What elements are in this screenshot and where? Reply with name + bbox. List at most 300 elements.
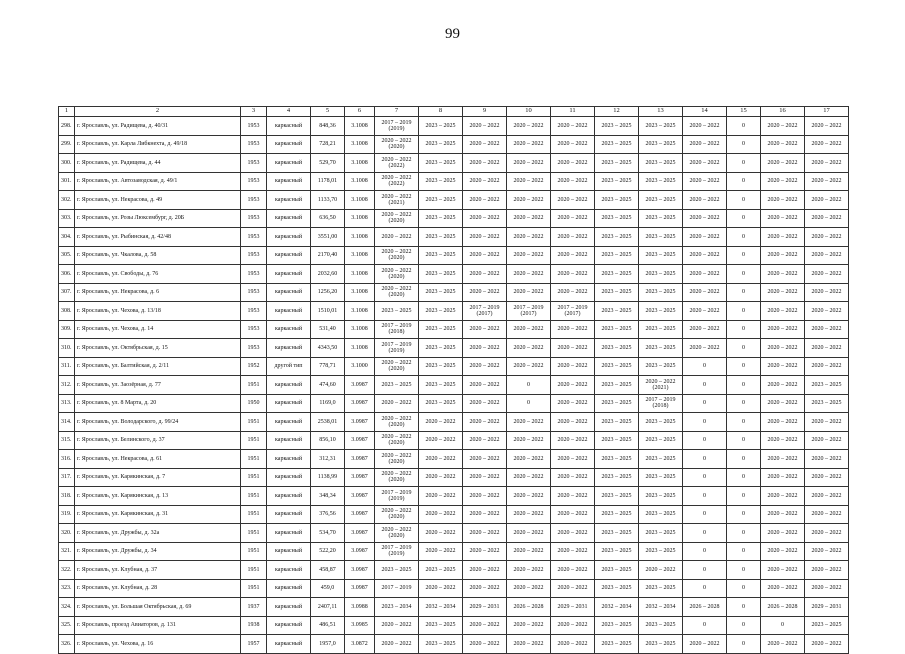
table-cell: 2020 – 2022 (2020) (375, 431, 419, 450)
row-number-cell: 324. (59, 598, 75, 617)
address-cell: г. Ярославль, ул. Радищева, д. 40/31 (75, 117, 241, 136)
header-cell: 1 (59, 107, 75, 117)
row-number-cell: 316. (59, 450, 75, 469)
table-cell: каркасный (267, 117, 311, 136)
table-row (59, 635, 849, 654)
table-cell: 2023 – 2025 (639, 191, 683, 210)
address-cell: г. Ярославль, ул. Клубная, д. 28 (75, 579, 241, 598)
table-cell: 2020 – 2022 (507, 283, 551, 302)
table-cell: 2020 – 2022 (551, 616, 595, 635)
table-cell: 2023 – 2025 (595, 450, 639, 469)
row-number-cell: 301. (59, 172, 75, 191)
table-cell: 2020 – 2022 (463, 135, 507, 154)
table-cell: 2020 – 2022 (2020) (375, 468, 419, 487)
table-cell: 2020 – 2022 (507, 246, 551, 265)
table-cell: 1951 (241, 431, 267, 450)
address-cell: г. Ярославль, ул. Балтийская, д. 2/11 (75, 357, 241, 376)
table-cell: 2023 – 2025 (639, 302, 683, 321)
table-cell: 2032 – 2034 (419, 598, 463, 617)
table-cell: 2017 – 2019 (2017) (463, 302, 507, 321)
table-cell: 2020 – 2022 (419, 468, 463, 487)
table-cell: 2020 – 2022 (463, 431, 507, 450)
table-cell: 1938 (241, 616, 267, 635)
table-cell: 2020 – 2022 (463, 376, 507, 395)
table-cell: 0 (507, 394, 551, 413)
table-cell: 3.1008 (345, 191, 375, 210)
table-cell: каркасный (267, 431, 311, 450)
row-number-cell: 323. (59, 579, 75, 598)
table-row (59, 376, 849, 395)
table-cell: 2020 – 2022 (761, 283, 805, 302)
table-cell: 1178,01 (311, 172, 345, 191)
table-row (59, 135, 849, 154)
table-cell: 3.0987 (345, 394, 375, 413)
table-cell: 2538,01 (311, 413, 345, 432)
table-cell: 2020 – 2022 (463, 283, 507, 302)
table-cell: 2020 – 2022 (463, 450, 507, 469)
table-cell: 1256,20 (311, 283, 345, 302)
table-cell: 2023 – 2025 (595, 561, 639, 580)
table-cell: 0 (683, 431, 727, 450)
table-cell: 2020 – 2022 (2020) (375, 265, 419, 284)
table-cell: каркасный (267, 468, 311, 487)
table-cell: 2020 – 2022 (463, 265, 507, 284)
table-cell: 2020 – 2022 (463, 505, 507, 524)
table-cell: 2023 – 2025 (419, 561, 463, 580)
table-cell: 2017 – 2019 (375, 579, 419, 598)
table-cell: 0 (727, 246, 761, 265)
table-cell: 1951 (241, 413, 267, 432)
table-cell: 1937 (241, 598, 267, 617)
table-cell: 3.0987 (345, 561, 375, 580)
table-cell: каркасный (267, 635, 311, 654)
table-cell: 2020 – 2022 (805, 561, 849, 580)
table-cell: 1953 (241, 135, 267, 154)
table-cell: 1169,0 (311, 394, 345, 413)
header-cell: 17 (805, 107, 849, 117)
table-cell: 2023 – 2025 (639, 413, 683, 432)
address-cell: г. Ярославль, ул. Карякинская, д. 7 (75, 468, 241, 487)
address-cell: г. Ярославль, ул. Радищева, д. 44 (75, 154, 241, 173)
table-cell: 636,50 (311, 209, 345, 228)
table-cell: 2020 – 2022 (683, 154, 727, 173)
table-row (59, 320, 849, 339)
table-cell: 2020 – 2022 (463, 524, 507, 543)
table-cell: 2017 – 2019 (2019) (375, 339, 419, 358)
table-cell: 2407,11 (311, 598, 345, 617)
table-cell: 2020 – 2022 (805, 191, 849, 210)
address-cell: г. Ярославль, ул. Чехова, д. 16 (75, 635, 241, 654)
table-cell: 0 (683, 450, 727, 469)
row-number-cell: 308. (59, 302, 75, 321)
table-cell: 1957 (241, 635, 267, 654)
row-number-cell: 317. (59, 468, 75, 487)
table-cell: 0 (727, 228, 761, 247)
table-cell: 2020 – 2022 (419, 542, 463, 561)
header-cell: 10 (507, 107, 551, 117)
table-cell: 2023 – 2025 (805, 376, 849, 395)
table-cell: 2023 – 2025 (639, 524, 683, 543)
table-cell: 2020 – 2022 (507, 191, 551, 210)
table-cell: 2020 – 2022 (507, 135, 551, 154)
table-cell: 2020 – 2022 (507, 635, 551, 654)
table-cell: 2023 – 2025 (419, 283, 463, 302)
table-cell: 0 (727, 635, 761, 654)
table-cell: 2170,40 (311, 246, 345, 265)
table-cell: 2020 – 2022 (805, 357, 849, 376)
table-cell: 2020 – 2022 (463, 542, 507, 561)
table-cell: 2023 – 2025 (595, 505, 639, 524)
table-cell: 2020 – 2022 (463, 616, 507, 635)
table-cell: 0 (727, 487, 761, 506)
table-cell: 2020 – 2022 (761, 524, 805, 543)
table-cell: 2023 – 2025 (595, 154, 639, 173)
table-cell: 2023 – 2025 (595, 320, 639, 339)
table-cell: 0 (727, 542, 761, 561)
table-cell: 2023 – 2025 (595, 191, 639, 210)
table-cell: 2020 – 2022 (805, 265, 849, 284)
table-cell: 2020 – 2022 (2020) (375, 246, 419, 265)
row-number-cell: 318. (59, 487, 75, 506)
table-cell: 2020 – 2022 (761, 505, 805, 524)
table-cell: 2020 – 2022 (2022) (375, 172, 419, 191)
table-cell: 2020 – 2022 (551, 394, 595, 413)
table-cell: 0 (683, 394, 727, 413)
table-cell: 2020 – 2022 (683, 320, 727, 339)
table-cell: 1952 (241, 357, 267, 376)
table-cell: 3.1008 (345, 135, 375, 154)
table-cell: 2023 – 2025 (419, 265, 463, 284)
table-cell: 2023 – 2025 (595, 135, 639, 154)
table-cell: 2023 – 2025 (419, 357, 463, 376)
table-cell: 3.0987 (345, 524, 375, 543)
table-cell: 2023 – 2025 (595, 616, 639, 635)
table-row (59, 468, 849, 487)
table-cell: 2020 – 2022 (683, 209, 727, 228)
table-cell: 0 (727, 302, 761, 321)
table-cell: 2020 – 2022 (805, 172, 849, 191)
table-cell: 0 (727, 413, 761, 432)
table-cell: каркасный (267, 320, 311, 339)
table-cell: 1953 (241, 339, 267, 358)
table-cell: 2023 – 2025 (639, 135, 683, 154)
table-cell: 2020 – 2022 (507, 505, 551, 524)
table-cell: 2020 – 2022 (507, 265, 551, 284)
table-cell: каркасный (267, 542, 311, 561)
table-cell: 848,36 (311, 117, 345, 136)
table-cell: 2020 – 2022 (805, 154, 849, 173)
table-cell: 2020 – 2022 (2021) (375, 191, 419, 210)
table-cell: 0 (727, 320, 761, 339)
table-cell: 2020 – 2022 (805, 487, 849, 506)
table-cell: 2020 – 2022 (2020) (375, 524, 419, 543)
table-cell: каркасный (267, 339, 311, 358)
table-cell: 2020 – 2022 (683, 339, 727, 358)
table-cell: 0 (507, 376, 551, 395)
table-cell: 2020 – 2022 (805, 320, 849, 339)
table-row (59, 524, 849, 543)
table-cell: 0 (727, 468, 761, 487)
table-cell: 2023 – 2025 (805, 616, 849, 635)
table-cell: 2020 – 2022 (463, 246, 507, 265)
table-row (59, 283, 849, 302)
table-cell: 2020 – 2022 (507, 487, 551, 506)
table-cell: 2023 – 2025 (639, 265, 683, 284)
table-cell: 2020 – 2022 (551, 339, 595, 358)
table-cell: 0 (683, 561, 727, 580)
table-cell: 2020 – 2022 (463, 117, 507, 136)
table-cell: 2020 – 2022 (551, 246, 595, 265)
table-cell: 2020 – 2022 (419, 413, 463, 432)
header-cell: 6 (345, 107, 375, 117)
table-cell: 2020 – 2022 (761, 154, 805, 173)
table-row (59, 431, 849, 450)
table-cell: 0 (727, 376, 761, 395)
table-cell: каркасный (267, 487, 311, 506)
table-cell: 1953 (241, 172, 267, 191)
table-cell: 2023 – 2025 (595, 394, 639, 413)
table-cell: 2029 – 2031 (463, 598, 507, 617)
table-cell: 2020 – 2022 (805, 228, 849, 247)
table-cell: 0 (727, 598, 761, 617)
table-cell: 2020 – 2022 (639, 561, 683, 580)
table-cell: 2020 – 2022 (683, 228, 727, 247)
table-cell: 2020 – 2022 (463, 561, 507, 580)
table-cell: 0 (727, 283, 761, 302)
table-cell: 3.1008 (345, 172, 375, 191)
table-cell: 2020 – 2022 (551, 468, 595, 487)
table-cell: 2023 – 2025 (419, 376, 463, 395)
table-cell: 2020 – 2022 (761, 117, 805, 136)
table-cell: 2023 – 2025 (419, 228, 463, 247)
table-cell: 2020 – 2022 (463, 209, 507, 228)
address-cell: г. Ярославль, ул. Володарского, д. 99/24 (75, 413, 241, 432)
address-cell: г. Ярославль, ул. Карла Либкнехта, д. 49/18 (75, 135, 241, 154)
table-cell: 1953 (241, 265, 267, 284)
table-cell: 2020 – 2022 (551, 561, 595, 580)
table-cell: 2023 – 2025 (595, 376, 639, 395)
table-cell: каркасный (267, 283, 311, 302)
table-cell: 2023 – 2025 (595, 209, 639, 228)
table-cell: каркасный (267, 135, 311, 154)
table-cell: каркасный (267, 598, 311, 617)
table-cell: 1957,0 (311, 635, 345, 654)
table-cell: 2020 – 2022 (507, 431, 551, 450)
table-cell: 1953 (241, 154, 267, 173)
table-cell: 2020 – 2022 (683, 635, 727, 654)
table-cell: 2020 – 2022 (463, 487, 507, 506)
table-cell: 2020 – 2022 (507, 561, 551, 580)
table-cell: 3.1008 (345, 320, 375, 339)
table-cell: 2020 – 2022 (805, 135, 849, 154)
table-cell: 2017 – 2019 (2018) (375, 320, 419, 339)
table-cell: 0 (683, 487, 727, 506)
table-cell: 2023 – 2025 (419, 635, 463, 654)
table-cell: 2023 – 2025 (419, 209, 463, 228)
table-cell: 0 (727, 431, 761, 450)
table-cell: 3.0987 (345, 487, 375, 506)
table-cell: 2023 – 2025 (419, 172, 463, 191)
table-cell: 1951 (241, 561, 267, 580)
table-cell: 2020 – 2022 (551, 487, 595, 506)
table-cell: 2020 – 2022 (683, 172, 727, 191)
address-cell: г. Ярославль, ул. Некрасова, д. 49 (75, 191, 241, 210)
table-cell: каркасный (267, 191, 311, 210)
row-number-cell: 315. (59, 431, 75, 450)
table-cell: 2032,60 (311, 265, 345, 284)
header-cell: 11 (551, 107, 595, 117)
row-number-cell: 319. (59, 505, 75, 524)
table-cell: 2020 – 2022 (761, 394, 805, 413)
table-cell: 2020 – 2022 (463, 172, 507, 191)
table-cell: 2023 – 2025 (639, 542, 683, 561)
table-cell: 2020 – 2022 (805, 450, 849, 469)
table-cell: 2017 – 2019 (2019) (375, 542, 419, 561)
table-cell: 2023 – 2025 (375, 561, 419, 580)
table-cell: 3.0987 (345, 579, 375, 598)
table-cell: 486,51 (311, 616, 345, 635)
table-cell: каркасный (267, 579, 311, 598)
table-cell: 2020 – 2022 (2021) (639, 376, 683, 395)
table-cell: 3.1008 (345, 117, 375, 136)
table-row (59, 616, 849, 635)
table-cell: 3.1008 (345, 154, 375, 173)
table-cell: 2023 – 2025 (639, 228, 683, 247)
table-row (59, 228, 849, 247)
table-cell: 3.1000 (345, 357, 375, 376)
table-cell: 2026 – 2028 (507, 598, 551, 617)
table-cell: 0 (683, 579, 727, 598)
row-number-cell: 306. (59, 265, 75, 284)
table-cell: 0 (727, 505, 761, 524)
table-cell: 1951 (241, 376, 267, 395)
address-cell: г. Ярославль, ул. Розы Люксембург, д. 20Б (75, 209, 241, 228)
table-cell: каркасный (267, 154, 311, 173)
table-cell: каркасный (267, 376, 311, 395)
table-cell: каркасный (267, 246, 311, 265)
table-cell: 2020 – 2022 (805, 209, 849, 228)
table-cell: 778,71 (311, 357, 345, 376)
page-number: 99 (445, 26, 460, 42)
table-cell: 0 (727, 579, 761, 598)
table-cell: каркасный (267, 450, 311, 469)
table-cell: 2020 – 2022 (761, 228, 805, 247)
table-cell: 2020 – 2022 (805, 524, 849, 543)
table-cell: 2023 – 2025 (595, 357, 639, 376)
table-cell: 2023 – 2025 (805, 394, 849, 413)
table-cell: 2023 – 2025 (639, 209, 683, 228)
table-cell: 2023 – 2025 (595, 431, 639, 450)
table-cell: 2023 – 2025 (595, 228, 639, 247)
table-row (59, 209, 849, 228)
table-cell: 1951 (241, 524, 267, 543)
table-cell: 2020 – 2022 (761, 265, 805, 284)
header-cell: 12 (595, 107, 639, 117)
header-row (59, 107, 849, 117)
row-number-cell: 313. (59, 394, 75, 413)
table-cell: 0 (761, 616, 805, 635)
table-cell: 1953 (241, 302, 267, 321)
address-cell: г. Ярославль, ул. Чехова, д. 13/18 (75, 302, 241, 321)
table-cell: 2032 – 2034 (595, 598, 639, 617)
table-cell: 2026 – 2028 (761, 598, 805, 617)
table-cell: 0 (727, 339, 761, 358)
table-cell: 2020 – 2022 (463, 635, 507, 654)
table-cell: 2023 – 2025 (595, 172, 639, 191)
address-cell: г. Ярославль, ул. Чехова, д. 14 (75, 320, 241, 339)
table-cell: 2020 – 2022 (551, 283, 595, 302)
table-cell: каркасный (267, 228, 311, 247)
table-cell: 2020 – 2022 (2020) (375, 283, 419, 302)
table-cell: 2020 – 2022 (805, 117, 849, 136)
row-number-cell: 303. (59, 209, 75, 228)
table-cell: 2020 – 2022 (419, 450, 463, 469)
row-number-cell: 309. (59, 320, 75, 339)
table-cell: каркасный (267, 505, 311, 524)
table-cell: 2020 – 2022 (507, 357, 551, 376)
table-row (59, 394, 849, 413)
table-cell: 2023 – 2025 (595, 487, 639, 506)
table-cell: 2023 – 2025 (595, 339, 639, 358)
table-cell: 3.0987 (345, 468, 375, 487)
table-cell: 2023 – 2025 (419, 394, 463, 413)
table-cell: 2020 – 2022 (463, 468, 507, 487)
table-cell: 2023 – 2025 (639, 579, 683, 598)
table-cell: 2020 – 2022 (375, 228, 419, 247)
table-cell: 531,40 (311, 320, 345, 339)
table-cell: 4343,50 (311, 339, 345, 358)
table-cell: 1133,70 (311, 191, 345, 210)
table-row (59, 154, 849, 173)
table-cell: 376,56 (311, 505, 345, 524)
table-cell: 2020 – 2022 (507, 172, 551, 191)
table-cell: 2020 – 2022 (375, 616, 419, 635)
table-cell: 1953 (241, 117, 267, 136)
table-cell: 2023 – 2025 (595, 302, 639, 321)
row-number-cell: 314. (59, 413, 75, 432)
table-cell: 3.1008 (345, 302, 375, 321)
row-number-cell: 321. (59, 542, 75, 561)
table-cell: 2017 – 2019 (2019) (375, 487, 419, 506)
table-cell: 0 (727, 394, 761, 413)
table-cell: 2020 – 2022 (463, 339, 507, 358)
table-cell: 0 (683, 505, 727, 524)
header-cell: 15 (727, 107, 761, 117)
table-cell: 2020 – 2022 (507, 468, 551, 487)
table-cell: 2020 – 2022 (805, 283, 849, 302)
address-cell: г. Ярославль, ул. Некрасова, д. 6 (75, 283, 241, 302)
table-cell: 0 (683, 413, 727, 432)
header-cell: 8 (419, 107, 463, 117)
table-cell: 1953 (241, 320, 267, 339)
table-cell: 2020 – 2022 (551, 135, 595, 154)
table-cell: 1951 (241, 468, 267, 487)
table-cell: 2020 – 2022 (463, 579, 507, 598)
table-cell: 2020 – 2022 (463, 228, 507, 247)
table-cell: 2023 – 2025 (595, 265, 639, 284)
table-cell: 2020 – 2022 (551, 117, 595, 136)
row-number-cell: 320. (59, 524, 75, 543)
table-cell: 3.1008 (345, 228, 375, 247)
table-row (59, 598, 849, 617)
table-cell: 3551,00 (311, 228, 345, 247)
table-cell: 2020 – 2022 (419, 487, 463, 506)
table-cell: 0 (727, 450, 761, 469)
table-cell: 2020 – 2022 (375, 635, 419, 654)
table-cell: 3.0987 (345, 505, 375, 524)
table-cell: 534,70 (311, 524, 345, 543)
row-number-cell: 312. (59, 376, 75, 395)
